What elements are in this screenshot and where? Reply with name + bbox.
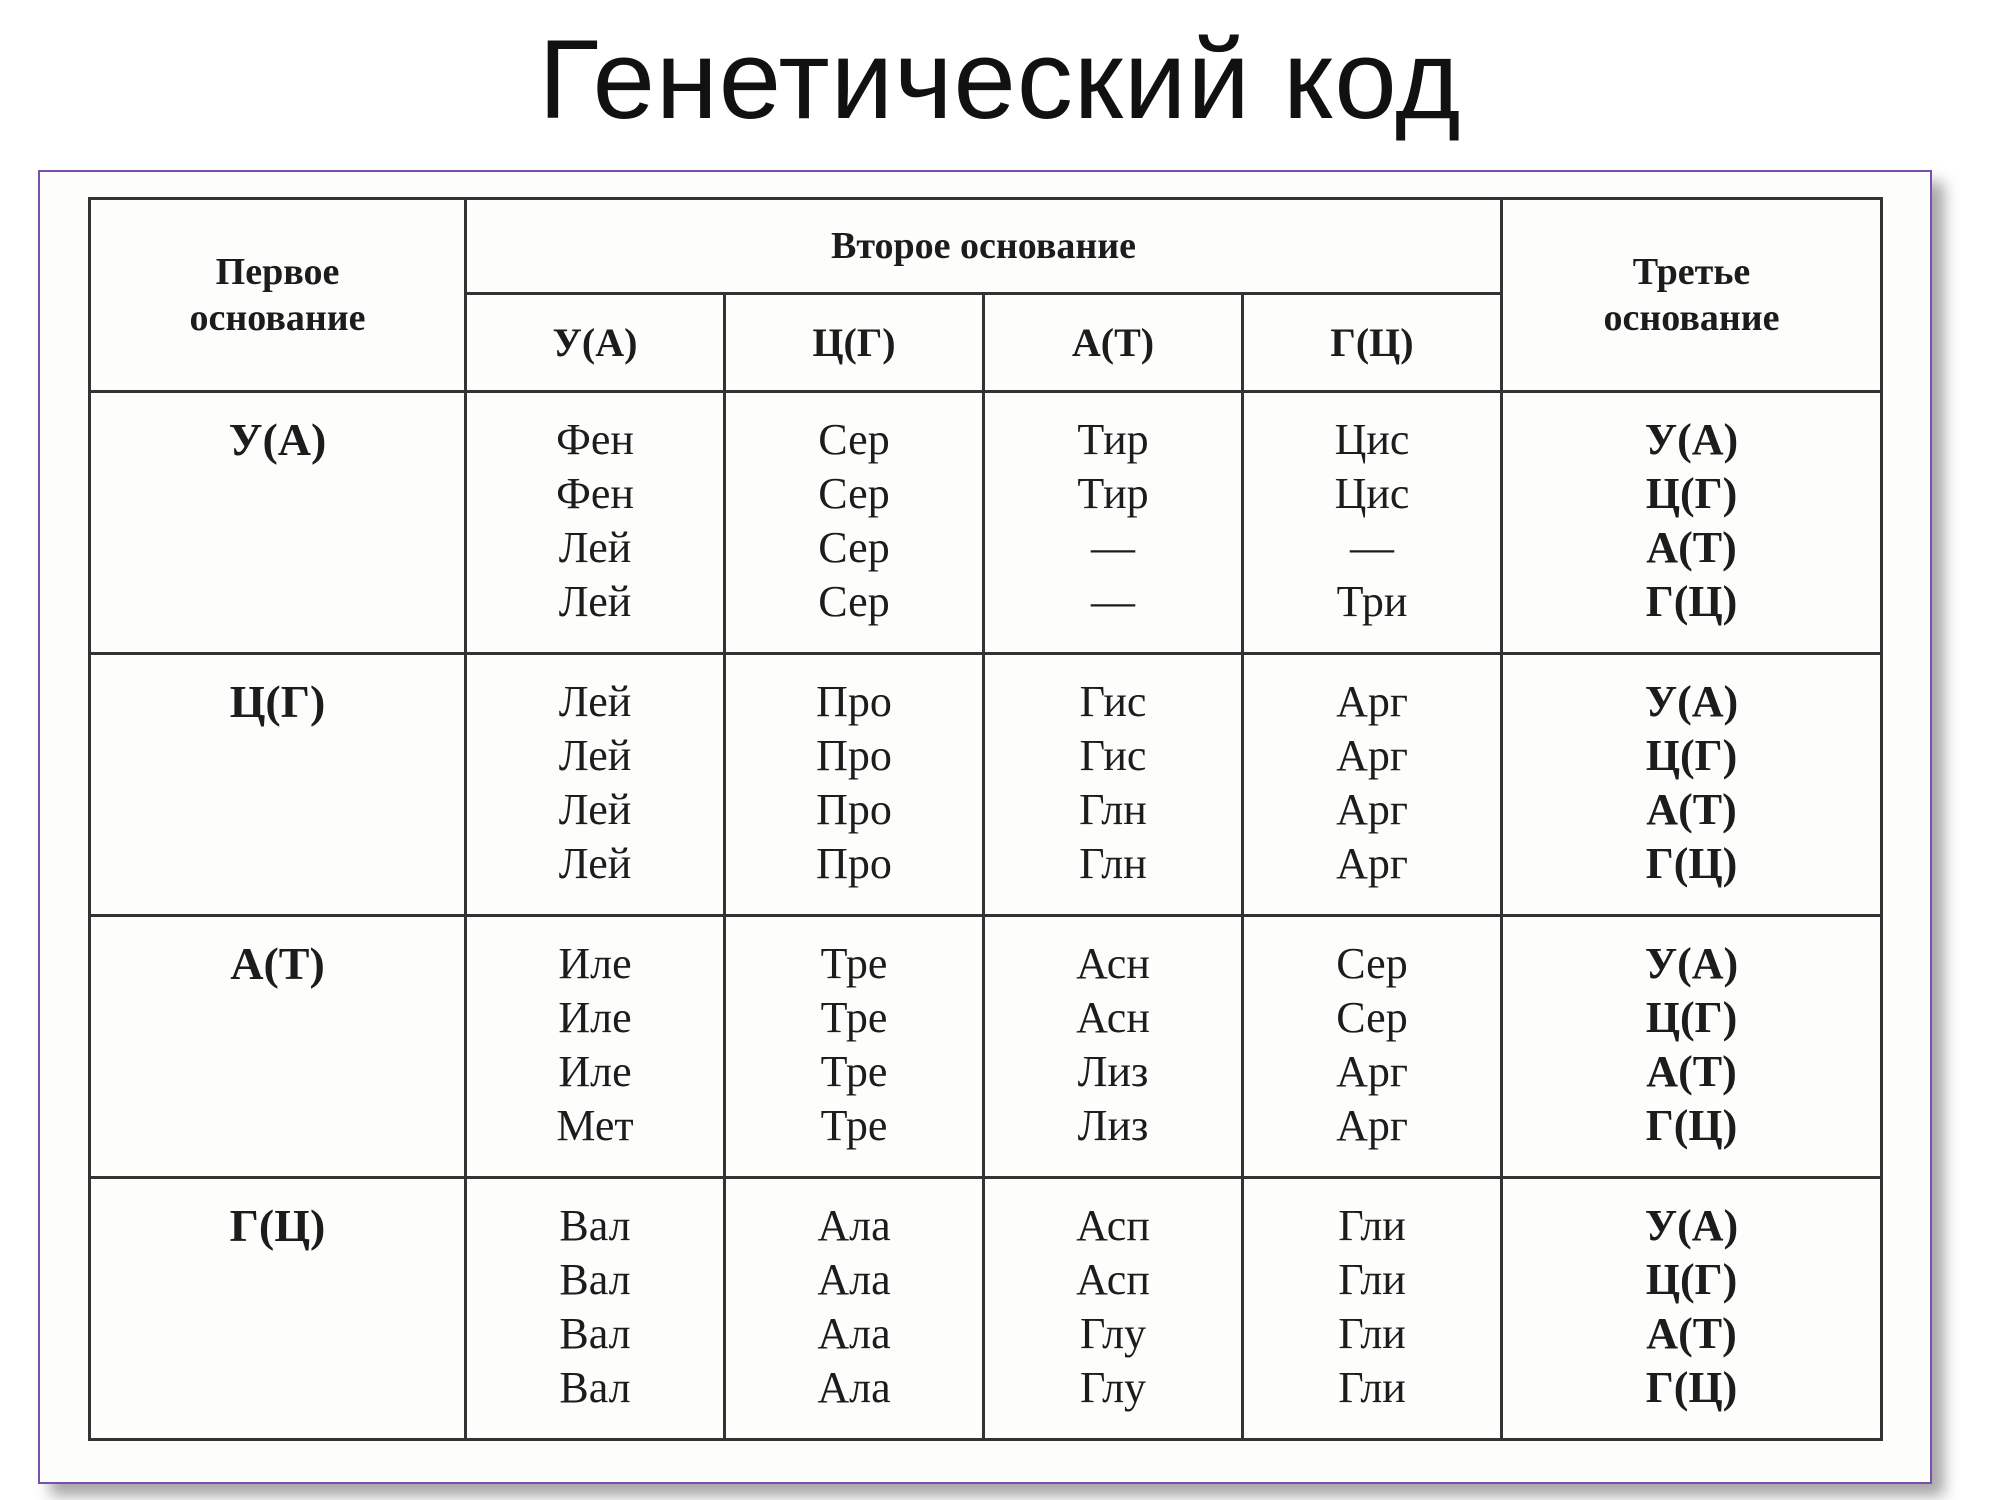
amino-acid: Сер <box>818 469 890 518</box>
header-first-base-line: Первое <box>215 251 340 293</box>
amino-acid: Ала <box>817 1363 891 1412</box>
amino-acid-cell <box>725 654 984 916</box>
header-third-base <box>1502 199 1882 392</box>
amino-acid: Ала <box>817 1255 891 1304</box>
codon-group-row <box>90 392 1882 654</box>
amino-acid: Тре <box>820 1047 888 1096</box>
amino-acid: Фен <box>556 469 634 518</box>
amino-acid-cell <box>1243 654 1502 916</box>
amino-acid: Ала <box>817 1309 891 1358</box>
amino-acid: Сер <box>818 415 890 464</box>
amino-acid: Про <box>816 785 892 834</box>
amino-acid: Асн <box>1076 993 1150 1042</box>
amino-acid: Про <box>816 677 892 726</box>
third-base: А(Т) <box>1646 1047 1737 1096</box>
second-base-u: У(А) <box>466 294 725 392</box>
amino-acid-cell <box>725 392 984 654</box>
third-base: Г(Ц) <box>1645 577 1738 626</box>
genetic-code-table <box>88 197 1883 1441</box>
amino-acid: — <box>1091 577 1135 626</box>
amino-acid: Тре <box>820 939 888 988</box>
amino-acid: Лиз <box>1077 1101 1149 1150</box>
amino-acid: — <box>1091 523 1135 572</box>
third-base: У(А) <box>1644 939 1739 988</box>
amino-acid: Фен <box>556 415 634 464</box>
third-base: Г(Ц) <box>1645 1101 1738 1150</box>
amino-acid: Ала <box>817 1201 891 1250</box>
amino-acid: Сер <box>818 577 890 626</box>
amino-acid: Три <box>1336 577 1408 626</box>
first-base-cell: Г(Ц) <box>90 1178 466 1440</box>
amino-acid: Вал <box>559 1309 631 1358</box>
third-base: А(Т) <box>1646 1309 1737 1358</box>
amino-acid: Про <box>816 731 892 780</box>
amino-acid: Асп <box>1076 1201 1150 1250</box>
amino-acid: Гли <box>1338 1255 1406 1304</box>
amino-acid-cell <box>984 1178 1243 1440</box>
third-base: У(А) <box>1644 677 1739 726</box>
amino-acid: Тир <box>1077 415 1149 464</box>
amino-acid: Лей <box>558 523 632 572</box>
amino-acid: Тре <box>820 993 888 1042</box>
amino-acid: Лей <box>558 677 632 726</box>
second-base-c: Ц(Г) <box>725 294 984 392</box>
amino-acid: Арг <box>1336 839 1408 888</box>
amino-acid: Иле <box>558 939 632 988</box>
amino-acid: Иле <box>558 1047 632 1096</box>
third-base: У(А) <box>1644 1201 1739 1250</box>
amino-acid: Гли <box>1338 1309 1406 1358</box>
amino-acid: Вал <box>559 1201 631 1250</box>
amino-acid-cell <box>984 392 1243 654</box>
codon-group-row <box>90 654 1882 916</box>
third-base: Г(Ц) <box>1645 1363 1738 1412</box>
amino-acid-cell <box>984 916 1243 1178</box>
amino-acid-cell <box>1243 916 1502 1178</box>
amino-acid: Гли <box>1338 1201 1406 1250</box>
third-base: А(Т) <box>1646 785 1737 834</box>
amino-acid: Глу <box>1079 1309 1147 1358</box>
third-base: Ц(Г) <box>1645 993 1738 1042</box>
amino-acid: Иле <box>558 993 632 1042</box>
amino-acid-cell <box>466 654 725 916</box>
amino-acid: Лей <box>558 731 632 780</box>
third-base-cell <box>1502 916 1882 1178</box>
codon-group-row <box>90 1178 1882 1440</box>
amino-acid: Про <box>816 839 892 888</box>
amino-acid: Лей <box>558 577 632 626</box>
amino-acid: Вал <box>559 1255 631 1304</box>
amino-acid: Глн <box>1079 839 1147 888</box>
second-base-a: А(Т) <box>984 294 1243 392</box>
amino-acid: Асп <box>1076 1255 1150 1304</box>
first-base-cell: У(А) <box>90 392 466 654</box>
amino-acid: Гис <box>1079 731 1147 780</box>
amino-acid: Тре <box>820 1101 888 1150</box>
amino-acid-cell <box>466 1178 725 1440</box>
header-third-base-line: основание <box>1603 297 1780 339</box>
header-first-base <box>90 199 466 392</box>
amino-acid: Цис <box>1334 469 1410 518</box>
third-base: А(Т) <box>1646 523 1737 572</box>
third-base-cell <box>1502 654 1882 916</box>
third-base-cell <box>1502 1178 1882 1440</box>
second-base-g: Г(Ц) <box>1243 294 1502 392</box>
amino-acid: Арг <box>1336 785 1408 834</box>
amino-acid: Арг <box>1336 677 1408 726</box>
amino-acid: Мет <box>556 1101 634 1150</box>
amino-acid: Лей <box>558 785 632 834</box>
header-second-base: Второе основание <box>466 199 1502 294</box>
amino-acid-cell <box>725 916 984 1178</box>
amino-acid: Сер <box>1336 993 1408 1042</box>
amino-acid: Арг <box>1336 731 1408 780</box>
amino-acid: Асн <box>1076 939 1150 988</box>
amino-acid: Арг <box>1336 1101 1408 1150</box>
amino-acid: Глн <box>1079 785 1147 834</box>
amino-acid: — <box>1350 523 1394 572</box>
amino-acid: Сер <box>1336 939 1408 988</box>
amino-acid: Сер <box>818 523 890 572</box>
third-base: Ц(Г) <box>1645 1255 1738 1304</box>
codon-group-row <box>90 916 1882 1178</box>
amino-acid: Лиз <box>1077 1047 1149 1096</box>
third-base: У(А) <box>1644 415 1739 464</box>
amino-acid-cell <box>984 654 1243 916</box>
table-body <box>90 392 1882 1440</box>
amino-acid: Лей <box>558 839 632 888</box>
third-base: Г(Ц) <box>1645 839 1738 888</box>
first-base-cell: Ц(Г) <box>90 654 466 916</box>
slide-title: Генетический код <box>538 17 1462 142</box>
amino-acid: Цис <box>1334 415 1410 464</box>
amino-acid-cell <box>1243 1178 1502 1440</box>
amino-acid-cell <box>1243 392 1502 654</box>
amino-acid-cell <box>725 1178 984 1440</box>
amino-acid-cell <box>466 392 725 654</box>
amino-acid: Гли <box>1338 1363 1406 1412</box>
amino-acid: Вал <box>559 1363 631 1412</box>
header-first-base-line: основание <box>189 297 366 339</box>
amino-acid: Тир <box>1077 469 1149 518</box>
amino-acid-cell <box>466 916 725 1178</box>
amino-acid: Гис <box>1079 677 1147 726</box>
first-base-cell: А(Т) <box>90 916 466 1178</box>
amino-acid: Глу <box>1079 1363 1147 1412</box>
third-base: Ц(Г) <box>1645 469 1738 518</box>
third-base: Ц(Г) <box>1645 731 1738 780</box>
amino-acid: Арг <box>1336 1047 1408 1096</box>
header-third-base-line: Третье <box>1632 251 1751 293</box>
third-base-cell <box>1502 392 1882 654</box>
